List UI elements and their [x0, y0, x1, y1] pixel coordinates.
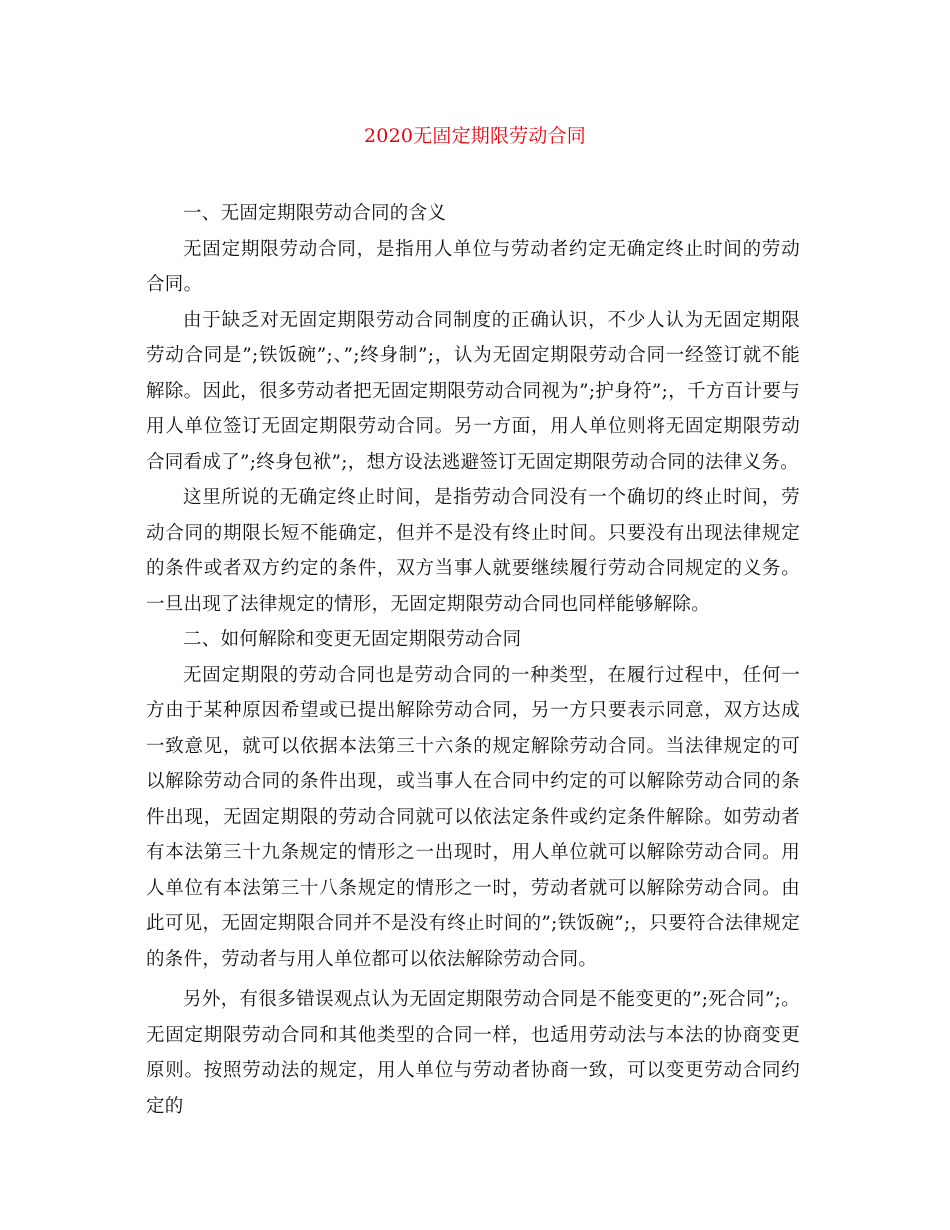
section-heading-2: 二、如何解除和变更无固定期限劳动合同 — [183, 629, 522, 650]
paragraph-termination-time: 这里所说的无确定终止时间，是指劳动合同没有一个确切的终止时间，劳动合同的期限长短不能确定，但并不是没有终止时间。只要没有出现法律规定的条件或者双方约定的条件，双方当事人就要继续履行劳动合同规定的义务。一旦出现了法律规定的情形，无固定期限劳动合同也同样能够解除。 — [146, 487, 800, 615]
paragraph-modification: 另外，有很多错误观点认为无固定期限劳动合同是不能变更的”;死合同”;。无固定期限劳动合同和其他类型的合同一样，也适用劳动法与本法的协商变更原则。按照劳动法的规定，用人单位与劳动者协商一致，可以变更劳动合同约定的 — [146, 989, 800, 1117]
section-heading-1: 一、无固定期限劳动合同的含义 — [183, 203, 447, 224]
document-body — [146, 196, 800, 1124]
document-title: 2020无固定期限劳动合同 — [364, 125, 586, 147]
paragraph-definition: 无固定期限劳动合同，是指用人单位与劳动者约定无确定终止时间的劳动合同。 — [146, 238, 800, 295]
paragraph-misconception: 由于缺乏对无固定期限劳动合同制度的正确认识，不少人认为无固定期限劳动合同是”;铁饭碗”;、”;终身制”;，认为无固定期限劳动合同一经签订就不能解除。因此，很多劳动者把无固定期限劳动合同视为”;护身符”;，千方百计要与用人单位签订无固定期限劳动合同。另一方面，用人单位则将无固定期限劳动合同看成了”;终身包袱”;，想方设法逃避签订无固定期限劳动合同的法律义务。 — [146, 309, 800, 473]
paragraph-dissolution: 无固定期限的劳动合同也是劳动合同的一种类型，在履行过程中，任何一方由于某种原因希望或已提出解除劳动合同，另一方只要表示同意，双方达成一致意见，就可以依据本法第三十六条的规定解除劳动合同。当法律规定的可以解除劳动合同的条件出现，或当事人在合同中约定的可以解除劳动合同的条件出现，无固定期限的劳动合同就可以依法定条件或约定条件解除。如劳动者有本法第三十九条规定的情形之一出现时，用人单位就可以解除劳动合同。用人单位有本法第三十八条规定的情形之一时，劳动者就可以解除劳动合同。由此可见，无固定期限合同并不是没有终止时间的”;铁饭碗”;，只要符合法律规定的条件，劳动者与用人单位都可以依法解除劳动合同。 — [146, 664, 800, 970]
